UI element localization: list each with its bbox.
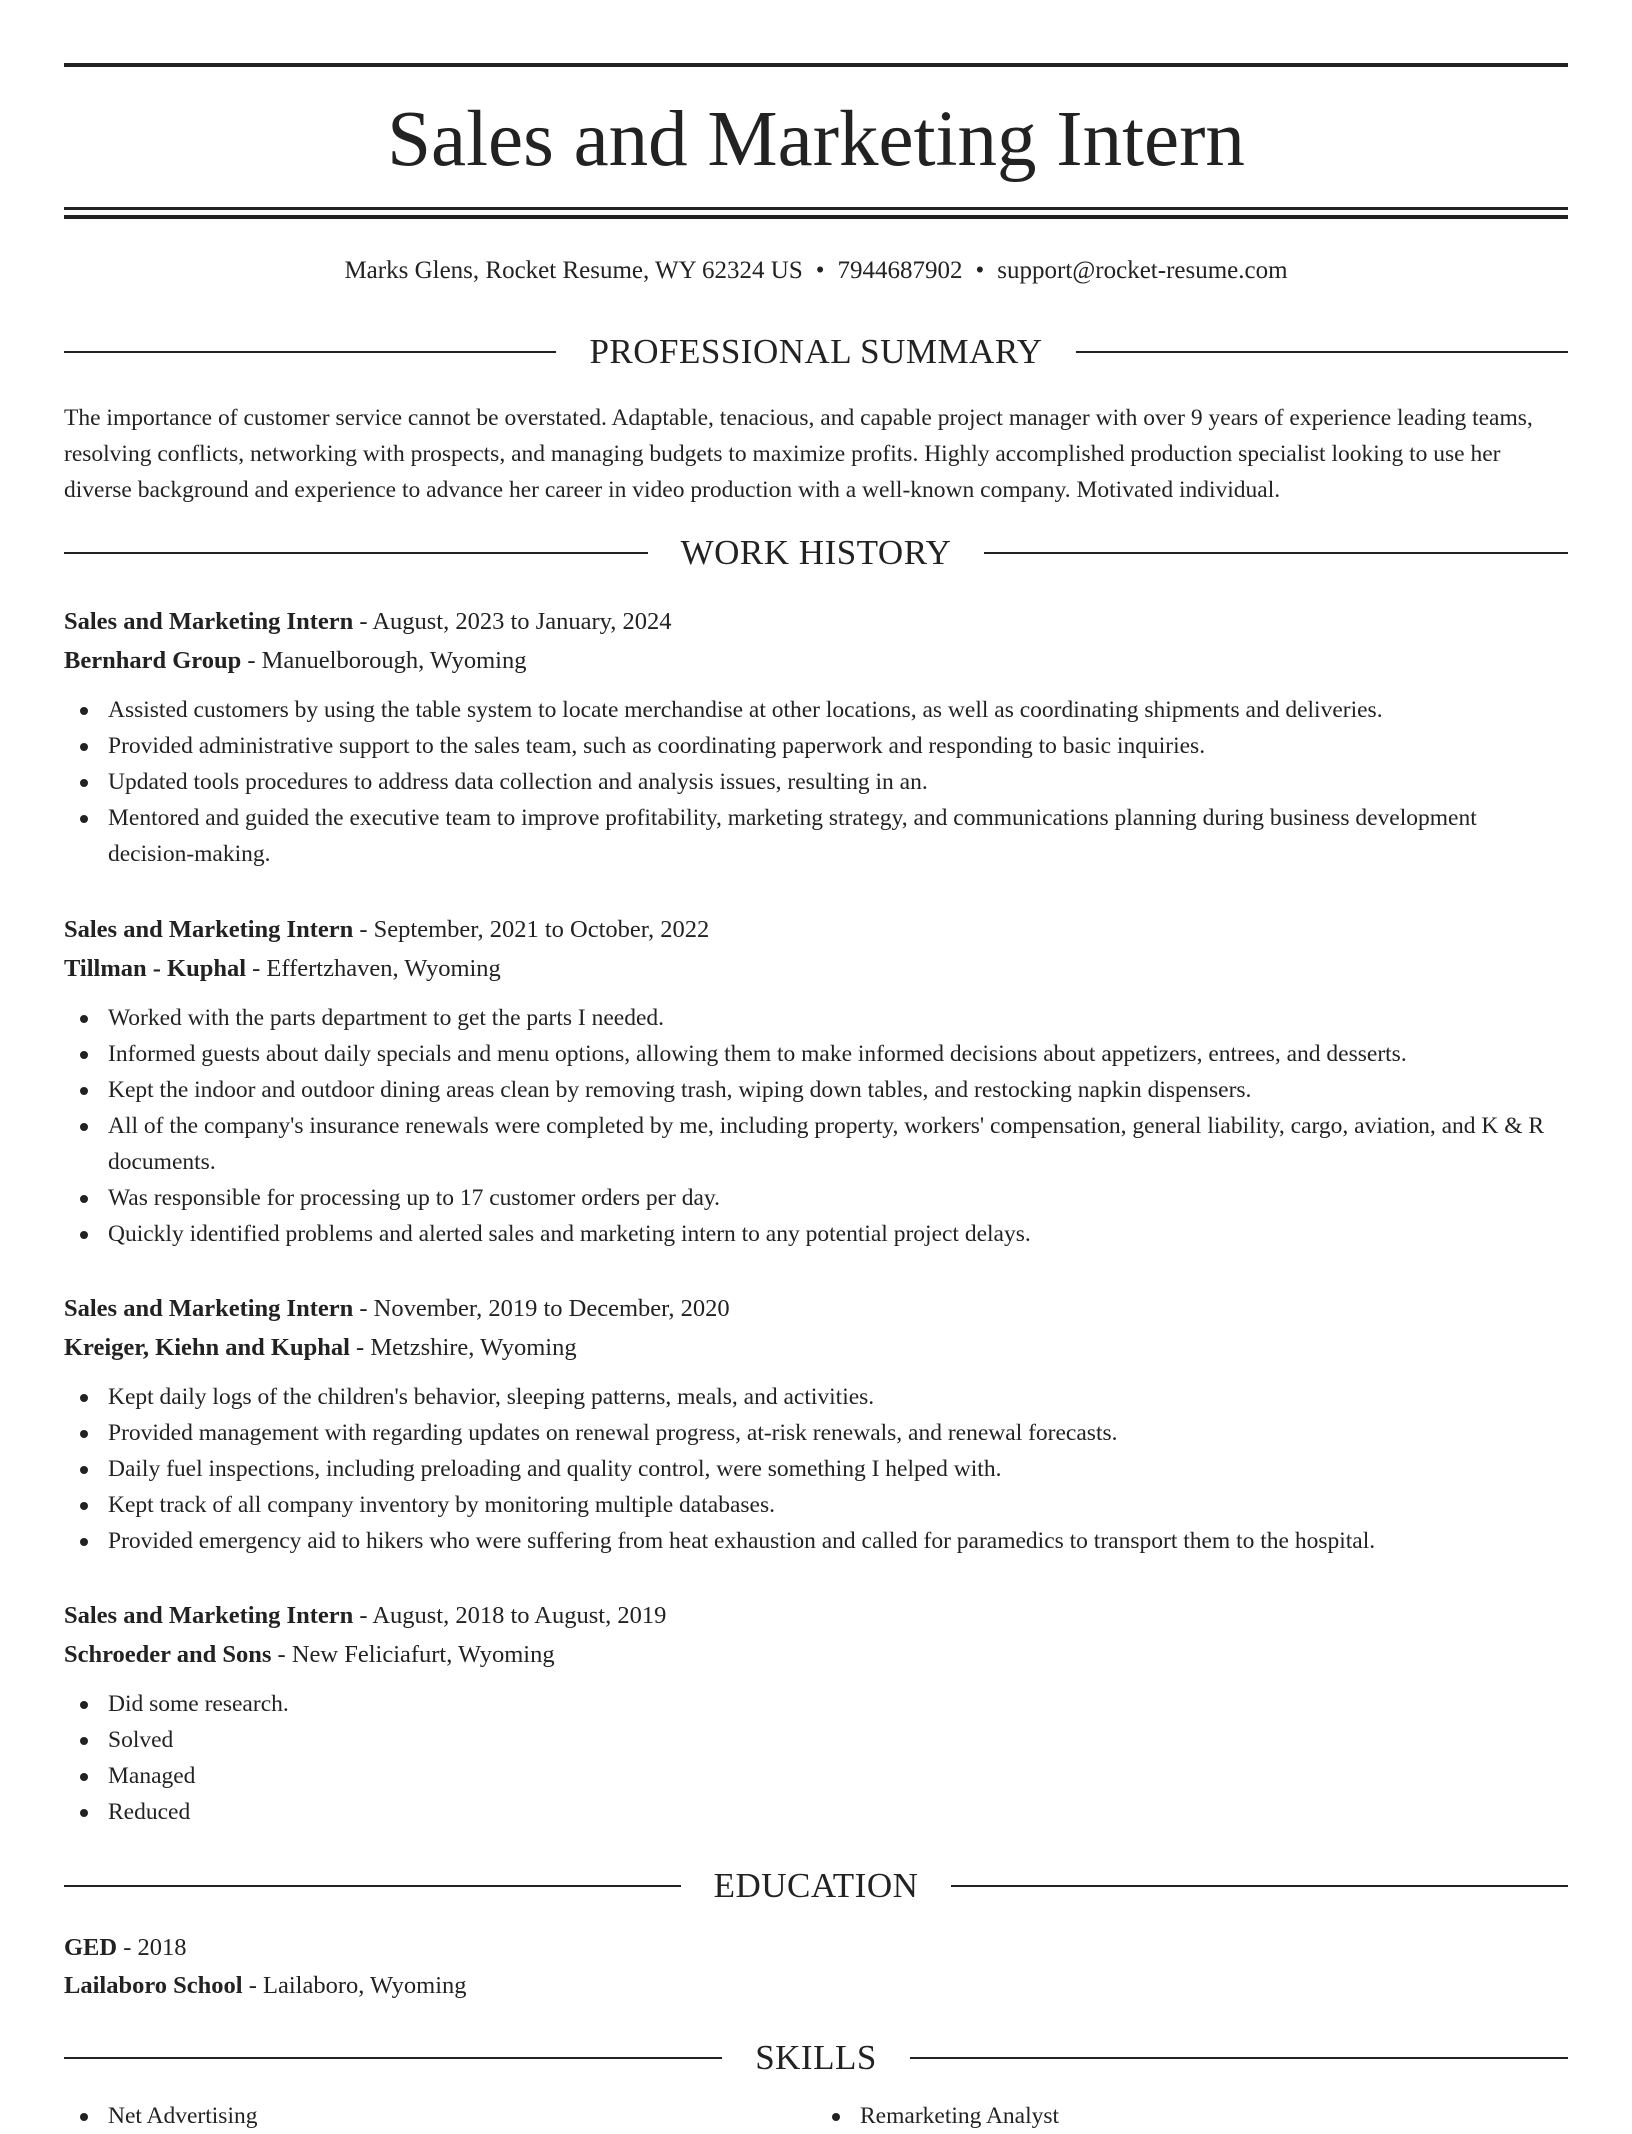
section-rule	[984, 552, 1568, 554]
job-entry	[64, 602, 1568, 872]
job-bullet: Informed guests about daily specials and menu options, allowing them to make informed decisions about appetizers, entrees, and desserts.	[64, 1036, 1568, 1072]
job-company: Bernhard Group	[64, 647, 242, 674]
job-bullet: All of the company's insurance renewals were completed by me, including property, workers' compensation, general liability, cargo, aviation, and K & R documents.	[64, 1108, 1568, 1180]
job-location: - New Feliciafurt, Wyoming	[271, 1641, 555, 1668]
job-bullet: Assisted customers by using the table system to locate merchandise at other locations, as well as coordinating shipments and deliveries.	[64, 692, 1568, 728]
job-bullet: Provided management with regarding updates on renewal progress, at-risk renewals, and renewal forecasts.	[64, 1415, 1568, 1451]
job-location: - Effertzhaven, Wyoming	[246, 955, 501, 982]
job-bullet: Updated tools procedures to address data collection and analysis issues, resulting in an.	[64, 764, 1568, 800]
job-title: Sales and Marketing Intern	[64, 1295, 354, 1322]
job-title: Sales and Marketing Intern	[64, 608, 354, 635]
section-rule	[64, 2057, 722, 2059]
job-entry	[64, 1289, 1568, 1559]
education-year: - 2018	[117, 1934, 187, 1961]
section-title: SKILLS	[755, 2038, 877, 2077]
professional-summary: The importance of customer service cannot be overstated. Adaptable, tenacious, and capable project manager with over 9 years of experience leading teams, resolving conflicts, networking with prospects, and managing budgets to maximize profits. Highly accomplished production specialist looking to use her diverse background and experience to advance her career in video production with a well-known company. Motivated individual.	[64, 405, 1533, 503]
skill-item: Net Advertising	[64, 2098, 816, 2134]
education-entry	[64, 1929, 1568, 2005]
title-rule-lower	[64, 215, 1568, 219]
contact-address: Marks Glens, Rocket Resume, WY 62324 US	[344, 257, 803, 284]
section-rule	[64, 351, 556, 353]
skill-item: Remarketing Analyst	[816, 2098, 1568, 2134]
section-title: EDUCATION	[713, 1866, 919, 1905]
section-rule	[910, 2057, 1568, 2059]
education-location: - Lailaboro, Wyoming	[242, 1972, 467, 1999]
job-dates: - August, 2018 to August, 2019	[353, 1602, 667, 1629]
contact-separator: •	[815, 257, 825, 284]
skills-column-left	[64, 2098, 816, 2134]
job-company: Tillman - Kuphal	[64, 955, 247, 982]
section-title: PROFESSIONAL SUMMARY	[589, 332, 1043, 371]
section-rule	[64, 1885, 681, 1887]
job-bullet: Kept the indoor and outdoor dining areas clean by removing trash, wiping down tables, and restocking napkin dispensers.	[64, 1072, 1568, 1108]
job-bullet: Kept daily logs of the children's behavior, sleeping patterns, meals, and activities.	[64, 1379, 1568, 1415]
top-rule	[64, 63, 1568, 67]
job-title: Sales and Marketing Intern	[64, 1602, 354, 1629]
job-bullets	[64, 1686, 1568, 1830]
job-bullet: Solved	[64, 1722, 1568, 1758]
skills-list	[64, 2098, 1568, 2134]
section-rule	[1076, 351, 1568, 353]
job-location: - Manuelborough, Wyoming	[241, 647, 527, 674]
job-company: Kreiger, Kiehn and Kuphal	[64, 1334, 350, 1361]
contact-line	[64, 254, 1568, 288]
job-bullet: Mentored and guided the executive team to improve profitability, marketing strategy, and communications planning during business development decision-making.	[64, 800, 1568, 872]
job-bullet: Did some research.	[64, 1686, 1568, 1722]
job-entry	[64, 910, 1568, 1252]
education-school: Lailaboro School	[64, 1972, 243, 1999]
job-bullet: Provided emergency aid to hikers who were suffering from heat exhaustion and called for paramedics to transport them to the hospital.	[64, 1523, 1568, 1559]
job-bullets	[64, 1000, 1568, 1252]
section-rule	[951, 1885, 1568, 1887]
section-header-summary	[64, 332, 1568, 372]
job-bullets	[64, 692, 1568, 872]
job-dates: - November, 2019 to December, 2020	[353, 1295, 730, 1322]
job-bullet: Managed	[64, 1758, 1568, 1794]
job-location: - Metzshire, Wyoming	[349, 1334, 577, 1361]
section-header-skills	[64, 2038, 1568, 2078]
section-title: WORK HISTORY	[680, 533, 952, 572]
job-bullet: Daily fuel inspections, including preloading and quality control, were something I helped with.	[64, 1451, 1568, 1487]
job-bullet: Worked with the parts department to get the parts I needed.	[64, 1000, 1568, 1036]
job-bullet: Reduced	[64, 1794, 1568, 1830]
education-degree: GED	[64, 1934, 118, 1961]
contact-separator: •	[975, 257, 985, 284]
job-bullet: Kept track of all company inventory by monitoring multiple databases.	[64, 1487, 1568, 1523]
job-bullet: Was responsible for processing up to 17 customer orders per day.	[64, 1180, 1568, 1216]
contact-email: support@rocket-resume.com	[997, 257, 1288, 284]
skills-column-right	[816, 2098, 1568, 2134]
job-company: Schroeder and Sons	[64, 1641, 272, 1668]
title-rule-upper	[64, 207, 1568, 210]
section-header-work	[64, 533, 1568, 573]
job-bullet: Quickly identified problems and alerted sales and marketing intern to any potential project delays.	[64, 1216, 1568, 1252]
job-dates: - August, 2023 to January, 2024	[353, 608, 672, 635]
section-rule	[64, 552, 648, 554]
job-title: Sales and Marketing Intern	[64, 916, 354, 943]
resume-title: Sales and Marketing Intern	[387, 96, 1245, 183]
contact-phone: 7944687902	[837, 257, 963, 284]
job-dates: - September, 2021 to October, 2022	[353, 916, 710, 943]
job-entry	[64, 1596, 1568, 1830]
section-header-education	[64, 1866, 1568, 1906]
job-bullet: Provided administrative support to the sales team, such as coordinating paperwork and responding to basic inquiries.	[64, 728, 1568, 764]
job-bullets	[64, 1379, 1568, 1559]
